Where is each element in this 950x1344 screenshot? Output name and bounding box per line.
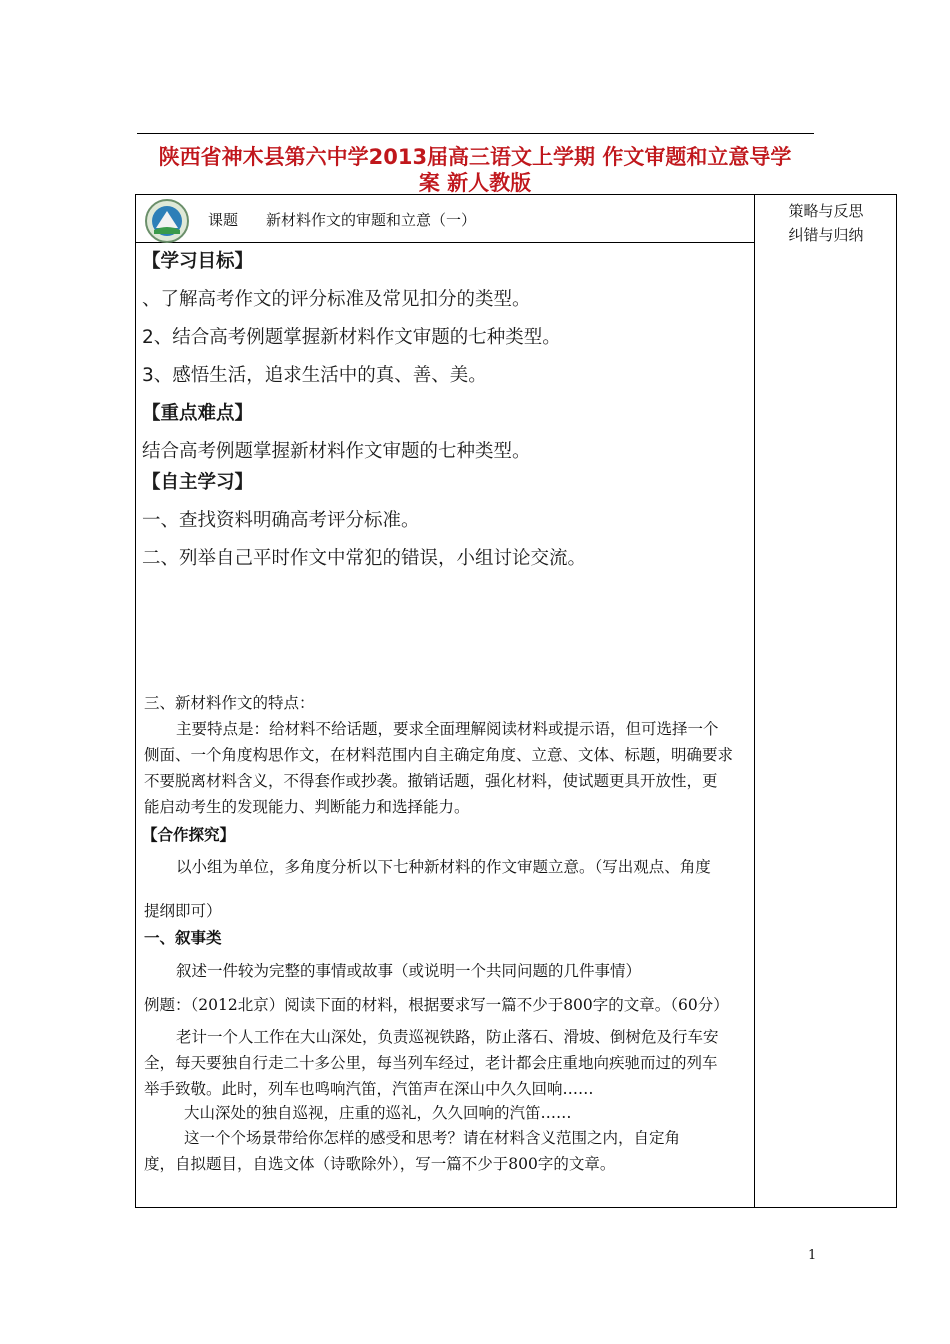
coop-line-1: 以小组为单位，多角度分析以下七种新材料的作文审题立意。（写出观点、角度 <box>176 858 711 876</box>
features-line-2: 侧面、一个角度构思作文，在材料范围内自主确定角度、立意、文体、标题，明确要求 <box>144 746 734 764</box>
course-title: 新材料作文的审题和立意（一） <box>266 211 477 229</box>
side-header-line-1: 策略与反思 <box>788 202 864 220</box>
features-heading: 三、新材料作文的特点： <box>144 694 315 712</box>
title-line-1: 陕西省神木县第六中学2013届高三语文上学期 作文审题和立意导学 <box>158 145 792 169</box>
coop-line-2: 提纲即可） <box>144 902 222 920</box>
top-rule <box>137 133 814 134</box>
scene-line: 大山深处的独自巡视，庄重的巡礼，久久回响的汽笛…… <box>184 1104 572 1122</box>
narrative-heading: 一、叙事类 <box>144 929 222 947</box>
prompt-line-2: 度，自拟题目，自选文体（诗歌除外），写一篇不少于800字的文章。 <box>144 1155 616 1173</box>
story-line-1: 老计一个人工作在大山深处，负责巡视铁路，防止落石、滑坡、倒树危及行车安 <box>176 1028 719 1046</box>
narrative-description: 叙述一件较为完整的事情或故事（或说明一个共同问题的几件事情） <box>176 962 642 980</box>
study-plan-table <box>135 194 897 1208</box>
coop-heading: 【合作探究】 <box>142 826 236 844</box>
keypoints-heading: 【重点难点】 <box>142 403 254 424</box>
goal-item-1: 、了解高考作文的评分标准及常见扣分的类型。 <box>142 289 531 310</box>
self-study-heading: 【自主学习】 <box>142 472 254 493</box>
self-study-item-1: 一、查找资料明确高考评分标准。 <box>142 510 420 531</box>
side-column-header <box>754 199 898 247</box>
goals-heading: 【学习目标】 <box>142 251 254 272</box>
prompt-line-1: 这一个个场景带给你怎样的感受和思考？请在材料含义范围之内，自定角 <box>184 1129 681 1147</box>
story-line-3: 举手致敬。此时，列车也鸣响汽笛，汽笛声在深山中久久回响…… <box>144 1080 594 1098</box>
story-line-2: 全，每天要独自行走二十多公里，每当列车经过，老计都会庄重地向疾驰而过的列车 <box>144 1054 718 1072</box>
goal-item-2: 2、结合高考例题掌握新材料作文审题的七种类型。 <box>142 327 561 348</box>
course-label: 课题 <box>208 211 239 229</box>
features-line-3: 不要脱离材料含义，不得套作或抄袭。撤销话题，强化材料，使试题更具开放性，更 <box>144 772 718 790</box>
features-line-4: 能启动考生的发现能力、判断能力和选择能力。 <box>144 798 470 816</box>
school-emblem-icon <box>144 198 190 244</box>
header-row-divider <box>136 242 754 243</box>
document-title <box>130 144 820 196</box>
goal-item-3: 3、感悟生活，追求生活中的真、善、美。 <box>142 365 487 386</box>
narrative-example: 例题：（2012北京）阅读下面的材料，根据要求写一篇不少于800字的文章。（60分） <box>144 996 729 1014</box>
column-divider <box>754 195 755 1207</box>
page-number: 1 <box>808 1248 817 1263</box>
side-header-line-2: 纠错与归纳 <box>788 226 864 244</box>
title-line-2: 案 新人教版 <box>418 171 532 195</box>
features-line-1: 主要特点是：给材料不给话题，要求全面理解阅读材料或提示语，但可选择一个 <box>176 720 719 738</box>
keypoints-text: 结合高考例题掌握新材料作文审题的七种类型。 <box>142 441 531 462</box>
self-study-item-2: 二、列举自己平时作文中常犯的错误，小组讨论交流。 <box>142 548 587 569</box>
